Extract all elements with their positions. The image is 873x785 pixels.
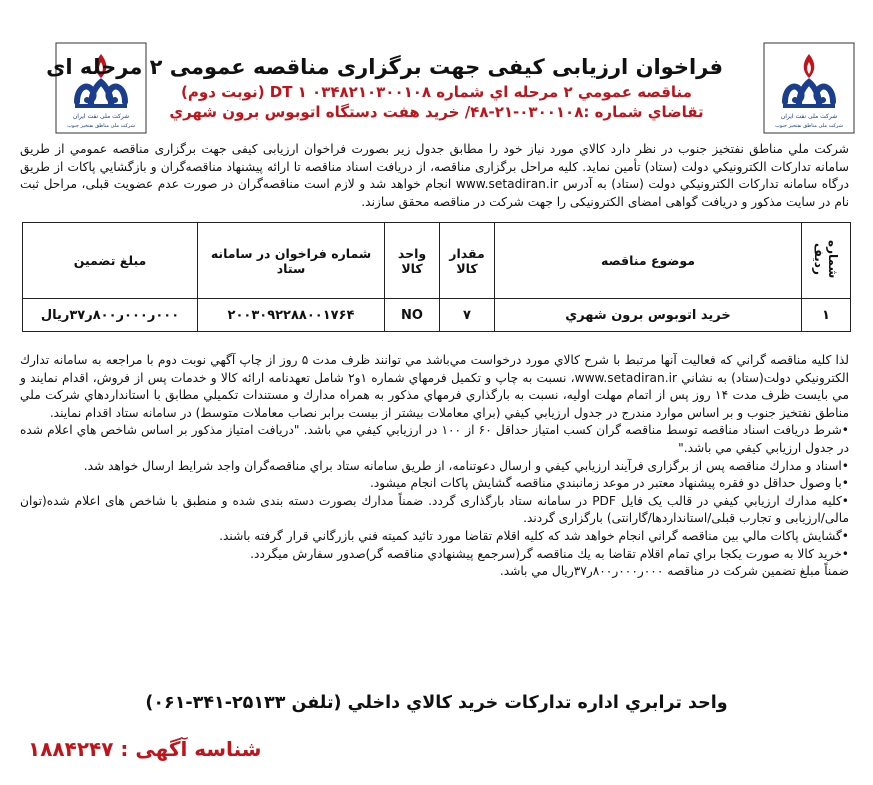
bullet-item: •كليه مدارك ارزيابي كيفي در قالب يک فايل PDF در سامانه ستاد بارگذاری گردد. ضمناً مدارك بصورت دسته بندی شده و منطبق با شاخص های اعلام شده(توان مالی/ارزيابی و تجارب قبلی/استانداردها/گارانتی) بارگزاری گردند. bbox=[20, 493, 849, 526]
bullet-item: •با وصول حداقل دو فقره پيشنهاد معتبر در موعد زمانبندي مناقصه گشايش پاكات انجام ميشود. bbox=[369, 476, 849, 491]
nioc-logo-right bbox=[763, 42, 855, 134]
header-quantity: مقدار كالا bbox=[440, 223, 495, 299]
cell-guarantee: ۰۰۰ر۰۰۰ر۸۰۰ر۳۷ريال bbox=[23, 299, 198, 332]
header-row-number: شماره ردیف bbox=[802, 223, 851, 299]
intro-paragraph: شركت ملي مناطق نفتخيز جنوب در نظر دارد كالاي مورد نياز خود را مطابق جدول زير بصورت فراخوان ارزيابی كيفی جهت برگزاری مناقصه عمومي از طريق سامانه تداركات الكترونيكي دولت (ستاد) تأمين نمايد. كليه مراحل برگزاری مناقصه، از دريافت اسناد مناقصه تا ارائه پيشنهاد مناقصه‌گران و بازگشايي پاكات از طريق درگاه سامانه تداركات الكترونيكي دولت (ستاد) به آدرس www.setadiran.ir انجام خواهد شد و لازم است مناقصه‌گران در صورت عدم عضويت قبلی، مراحل ثبت نام در سايت مذكور و دريافت گواهی امضای الكترونيكی را جهت شركت در مناقصه محقق سازند. bbox=[20, 142, 849, 209]
svg-text:شرکت ملی مناطق نفتخیز جنوب: شرکت ملی مناطق نفتخیز جنوب bbox=[67, 123, 135, 129]
svg-text:شرکت ملی مناطق نفتخیز جنوب: شرکت ملی مناطق نفتخیز جنوب bbox=[775, 123, 843, 129]
cell-quantity: ۷ bbox=[440, 299, 495, 332]
tender-number: مناقصه عمومي ۲ مرحله اي شماره DT ۱ ۰۳۴۸۲۱۰۳۰۰۱۰۸ (نوبت دوم) bbox=[181, 83, 692, 101]
svg-text:شرکت ملی نفت ایران: شرکت ملی نفت ایران bbox=[72, 113, 130, 120]
bullet-item: •شرط دريافت اسناد مناقصه توسط مناقصه گران كسب امتياز حداقل ۶۰ از ۱۰۰ در ارزيابي كيفي مي باشد. "دريافت امتياز مذكور بر اساس شاخص هاي اعلام شده در جدول ارزيابي كيفي مي باشد." bbox=[20, 423, 849, 455]
cell-unit: NO bbox=[385, 299, 440, 332]
nioc-emblem-icon bbox=[763, 42, 855, 134]
table-header-row bbox=[23, 223, 851, 299]
announcement-title: فراخوان ارزيابی كيفی جهت برگزاری مناقصه عمومی ۲ مرحله ای bbox=[46, 55, 723, 79]
header-call-number: شماره فراخوان در سامانه ستاد bbox=[198, 223, 385, 299]
issuing-unit: واحد ترابري اداره تداركات خريد كالاي داخلي (تلفن ۲۵۱۳۳-۳۴۱-۰۶۱) bbox=[145, 693, 728, 713]
table-row bbox=[23, 299, 851, 332]
header-guarantee: مبلغ تضمين bbox=[23, 223, 198, 299]
bullet-item: •خريد كالا به صورت يكجا براي تمام اقلام تقاضا به يك مناقصه گر(سرجمع پيشنهادي مناقصه گر)صدور سفارش ميگردد. bbox=[250, 546, 849, 561]
header-subject: موضوع مناقصه bbox=[495, 223, 802, 299]
tender-table bbox=[22, 222, 851, 332]
cell-row-number: ۱ bbox=[802, 299, 851, 332]
announcement-body bbox=[20, 352, 849, 581]
header-unit: واحد كالا bbox=[385, 223, 440, 299]
bullet-item: •اسناد و مدارك مناقصه پس از برگزاری فرآيند ارزيابي كيفي و ارسال دعوتنامه، از طريق سامانه ستاد براي مناقصه‌گران واجد شرايط ارسال خواهد شد. bbox=[83, 458, 849, 473]
body-paragraph: لذا كليه مناقصه گراني كه فعاليت آنها مرتبط با شرح كالاي مورد درخواست مي‌باشد مي توانند ظرف مدت ۵ روز از چاپ آگهي نوبت دوم با مراجعه به سامانه تدارك الكترونيكي دولت(ستاد) به نشاني www.setadiran.ir، نسبت به چاپ و تكميل فرمهاي شماره ۱و۲ شامل تعهدنامه ارائه كالا و خدمات پس از فروش، اقدام نمايند و مي بايست ظرف مدت ۱۴ روز پس از اتمام مهلت اوليه، نسبت به بارگذاري فرمهاي مذكور به همراه مدارك و مستندات تكميلي مطابق با استانداردهاي شركت ملي مناطق نفتخيز جنوب و بر اساس موارد مندرج در جدول ارزيابي كيفي (براي معاملات بيشتر از بيست برابر نصاب معاملات متوسط) در سامانه ستاد اقدام نمايند. bbox=[20, 353, 850, 420]
bullet-item: •گشايش پاكات مالي بين مناقصه گراني انجام خواهد شد كه كليه اقلام تقاضا مورد تائيد كميته فني بازرگاني قرار گرفته باشند. bbox=[219, 528, 849, 543]
cell-call-number: ۲۰۰۳۰۹۲۲۸۸۰۰۱۷۶۴ bbox=[198, 299, 385, 332]
closing-note: ضمناً مبلغ تضمين شركت در مناقصه ۰۰۰ر۰۰۰ر۸۰۰ر۳۷ريال مي باشد. bbox=[499, 564, 849, 579]
ad-id: شناسه آگهی : ۱۸۸۴۲۴۷ bbox=[28, 737, 262, 761]
cell-subject: خريد اتوبوس برون شهري bbox=[495, 299, 802, 332]
request-number: تقاضاي شماره :۰۳۰۰۱۰۸-۲۱-۴۸/ خريد هفت دستگاه اتوبوس برون شهري bbox=[169, 103, 704, 121]
svg-text:شرکت ملی نفت ایران: شرکت ملی نفت ایران bbox=[780, 113, 838, 120]
